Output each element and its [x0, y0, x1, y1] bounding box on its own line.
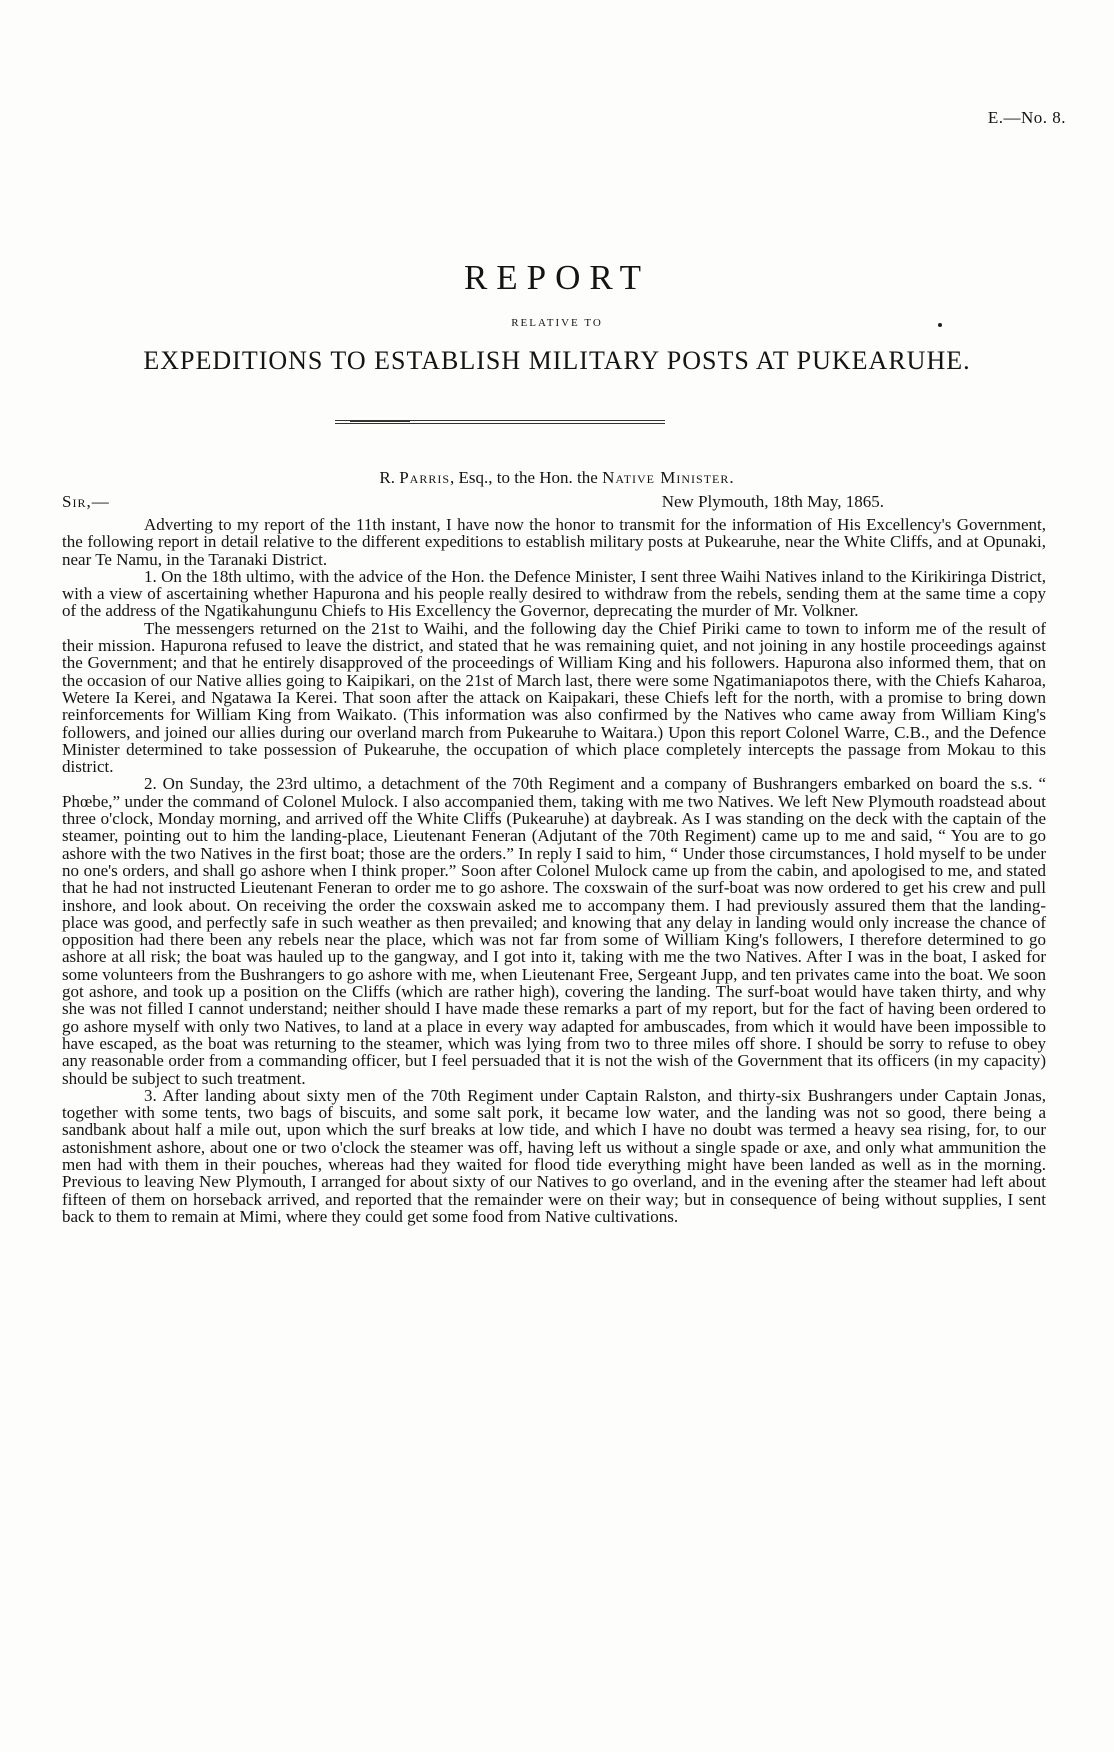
sender-initial: R. — [379, 468, 395, 487]
letter-body — [62, 516, 1046, 1225]
report-subtitle: EXPEDITIONS TO ESTABLISH MILITARY POSTS AT PUKEARUHE. — [143, 346, 971, 375]
relative-to-label: RELATIVE TO — [511, 317, 603, 329]
decorative-rule — [335, 420, 665, 424]
sender-name: Parris — [399, 468, 451, 487]
letter-heading — [0, 468, 1114, 488]
paragraph: 2. On Sunday, the 23rd ultimo, a detachment of the 70th Regiment and a company of Bushrangers embarked on board the s.s. “ Phœbe,” under the command of Colonel Mulock. I also accompanied them, taking with me two Natives. We left New Plymouth roadstead about three o'clock, Monday morning, and arrived off the White Cliffs (Pukearuhe) at daybreak. As I was standing on the deck with the captain of the steamer, pointing out to him the landing-place, Lieutenant Feneran (Adjutant of the 70th Regiment) came up to me and said, “ You are to go ashore with the two Natives in the first boat; those are the orders.” In reply I said to him, “ Under those circumstances, I hold myself to be under no one's orders, and shall go ashore when I think proper.” Soon after Colonel Mulock came up from the cabin, and apologised to me, and stated that he had not instructed Lieutenant Feneran to order me to go ashore. The coxswain of the surf-boat was now ordered to get his crew and pull inshore, and look about. On receiving the order the coxswain asked me to accompany them. I had previously assured them that the landing-place was good, and perfectly safe in such weather as then prevailed; and knowing that any delay in landing would only increase the chance of opposition had there been any rebels near the place, which was not far from some of William King's followers, I therefore determined to go ashore at all risk; the boat was hauled up to the gangway, and I got into it, taking with me the two Natives. After I was in the boat, I asked for some volunteers from the Bushrangers to go ashore with me, when Lieutenant Free, Sergeant Jupp, and ten privates came into the boat. We soon got ashore, and took up a position on the Cliffs (which are rather high), covering the landing. The surf-boat would have taken thirty, and why she was not filled I cannot understand; neither should I have made these remarks a part of my report, but for the fact of having been ordered to go ashore myself with only two Natives, to land at a place in every way adapted for ambuscades, from which it would have been impossible to have escaped, as the boat was returning to the steamer, which was lying from two to three miles off shore. I should be sorry to refuse to obey any reasonable order from a commanding officer, but I feel persuaded that it is not the wish of the Government that its officers (in my capacity) should be subject to such treatment. — [62, 774, 1046, 1088]
paragraph: 3. After landing about sixty men of the 70th Regiment under Captain Ralston, and thirty-six Bushrangers under Captain Jonas, together with some tents, two bags of biscuits, and some salt pork, it became low water, and the landing was not so good, there being a sandbank about half a mile out, upon which the surf breaks at low tide, and which I have no doubt was termed a heavy sea rising, for, to our astonishment ashore, about one or two o'clock the steamer was off, having left us without a single spade or axe, and only what ammunition the men had with them in their pouches, whereas had they waited for flood tide everything might have been landed as well as in the morning. Previous to leaving New Plymouth, I arranged for about sixty of our Natives to go overland, and in the evening after the steamer had left about fifteen of them on horseback arrived, and reported that the remainder were on their way; but in consequence of being without supplies, I sent back to them to remain at Mimi, where they could get some food from Native cultivations. — [62, 1085, 1046, 1226]
stray-dot — [938, 323, 942, 327]
report-title: REPORT — [463, 258, 651, 297]
paragraph: 1. On the 18th ultimo, with the advice of the Hon. the Defence Minister, I sent three Waihi Natives inland to the Kirikiringa District, with a view of ascertaining whether Hapurona and his people really desired to withdraw from the rebels, sending them at the same time a copy of the address of the Ngatikahungunu Chiefs to His Excellency the Governor, deprecating the murder of Mr. Volkner. — [62, 566, 1046, 621]
paragraph: The messengers returned on the 21st to Waihi, and the following day the Chief Piriki came to town to inform me of the result of their mission. Hapurona refused to leave the district, and stated that he was remaining quiet, and not joining in any hostile proceedings against the Government; and that he entirely disapproved of the proceedings of William King and his followers. Hapurona also informed them, that on the occasion of our Native allies going to Kaipikari, on the 21st of March last, there were some Ngatimaniapotos there, with the Chiefs Kaharoa, Wetere Ia Kerei, and Ngatawa Ia Kerei. That soon after the attack on Kaipakari, these Chiefs left for the north, with a promise to bring down reinforcements for William King from Waikato. (This information was also confirmed by the Natives who came away from William King's followers, and joined our allies during our overland march from Pukearuhe to Waitara.) Upon this report Colonel Warre, C.B., and the Defence Minister determined to take possession of Pukearuhe, the occupation of which place completely intercepts the passage from Mokau to this district. — [62, 618, 1046, 777]
recipient: Native Minister. — [602, 468, 735, 487]
paragraph: Adverting to my report of the 11th instant, I have now the honor to transmit for the information of His Excellency's Government, the following report in detail relative to the different expeditions to establish military posts at Pukearuhe, near the White Cliffs, and at Opunaki, near Te Namu, in the Taranaki District. — [62, 515, 1046, 569]
document-number: E.—No. 8. — [987, 108, 1066, 127]
dateline: New Plymouth, 18th May, 1865. — [661, 492, 884, 511]
sender-suffix: , Esq., to the Hon. the — [450, 468, 598, 487]
salutation: Sir,— — [62, 492, 110, 511]
